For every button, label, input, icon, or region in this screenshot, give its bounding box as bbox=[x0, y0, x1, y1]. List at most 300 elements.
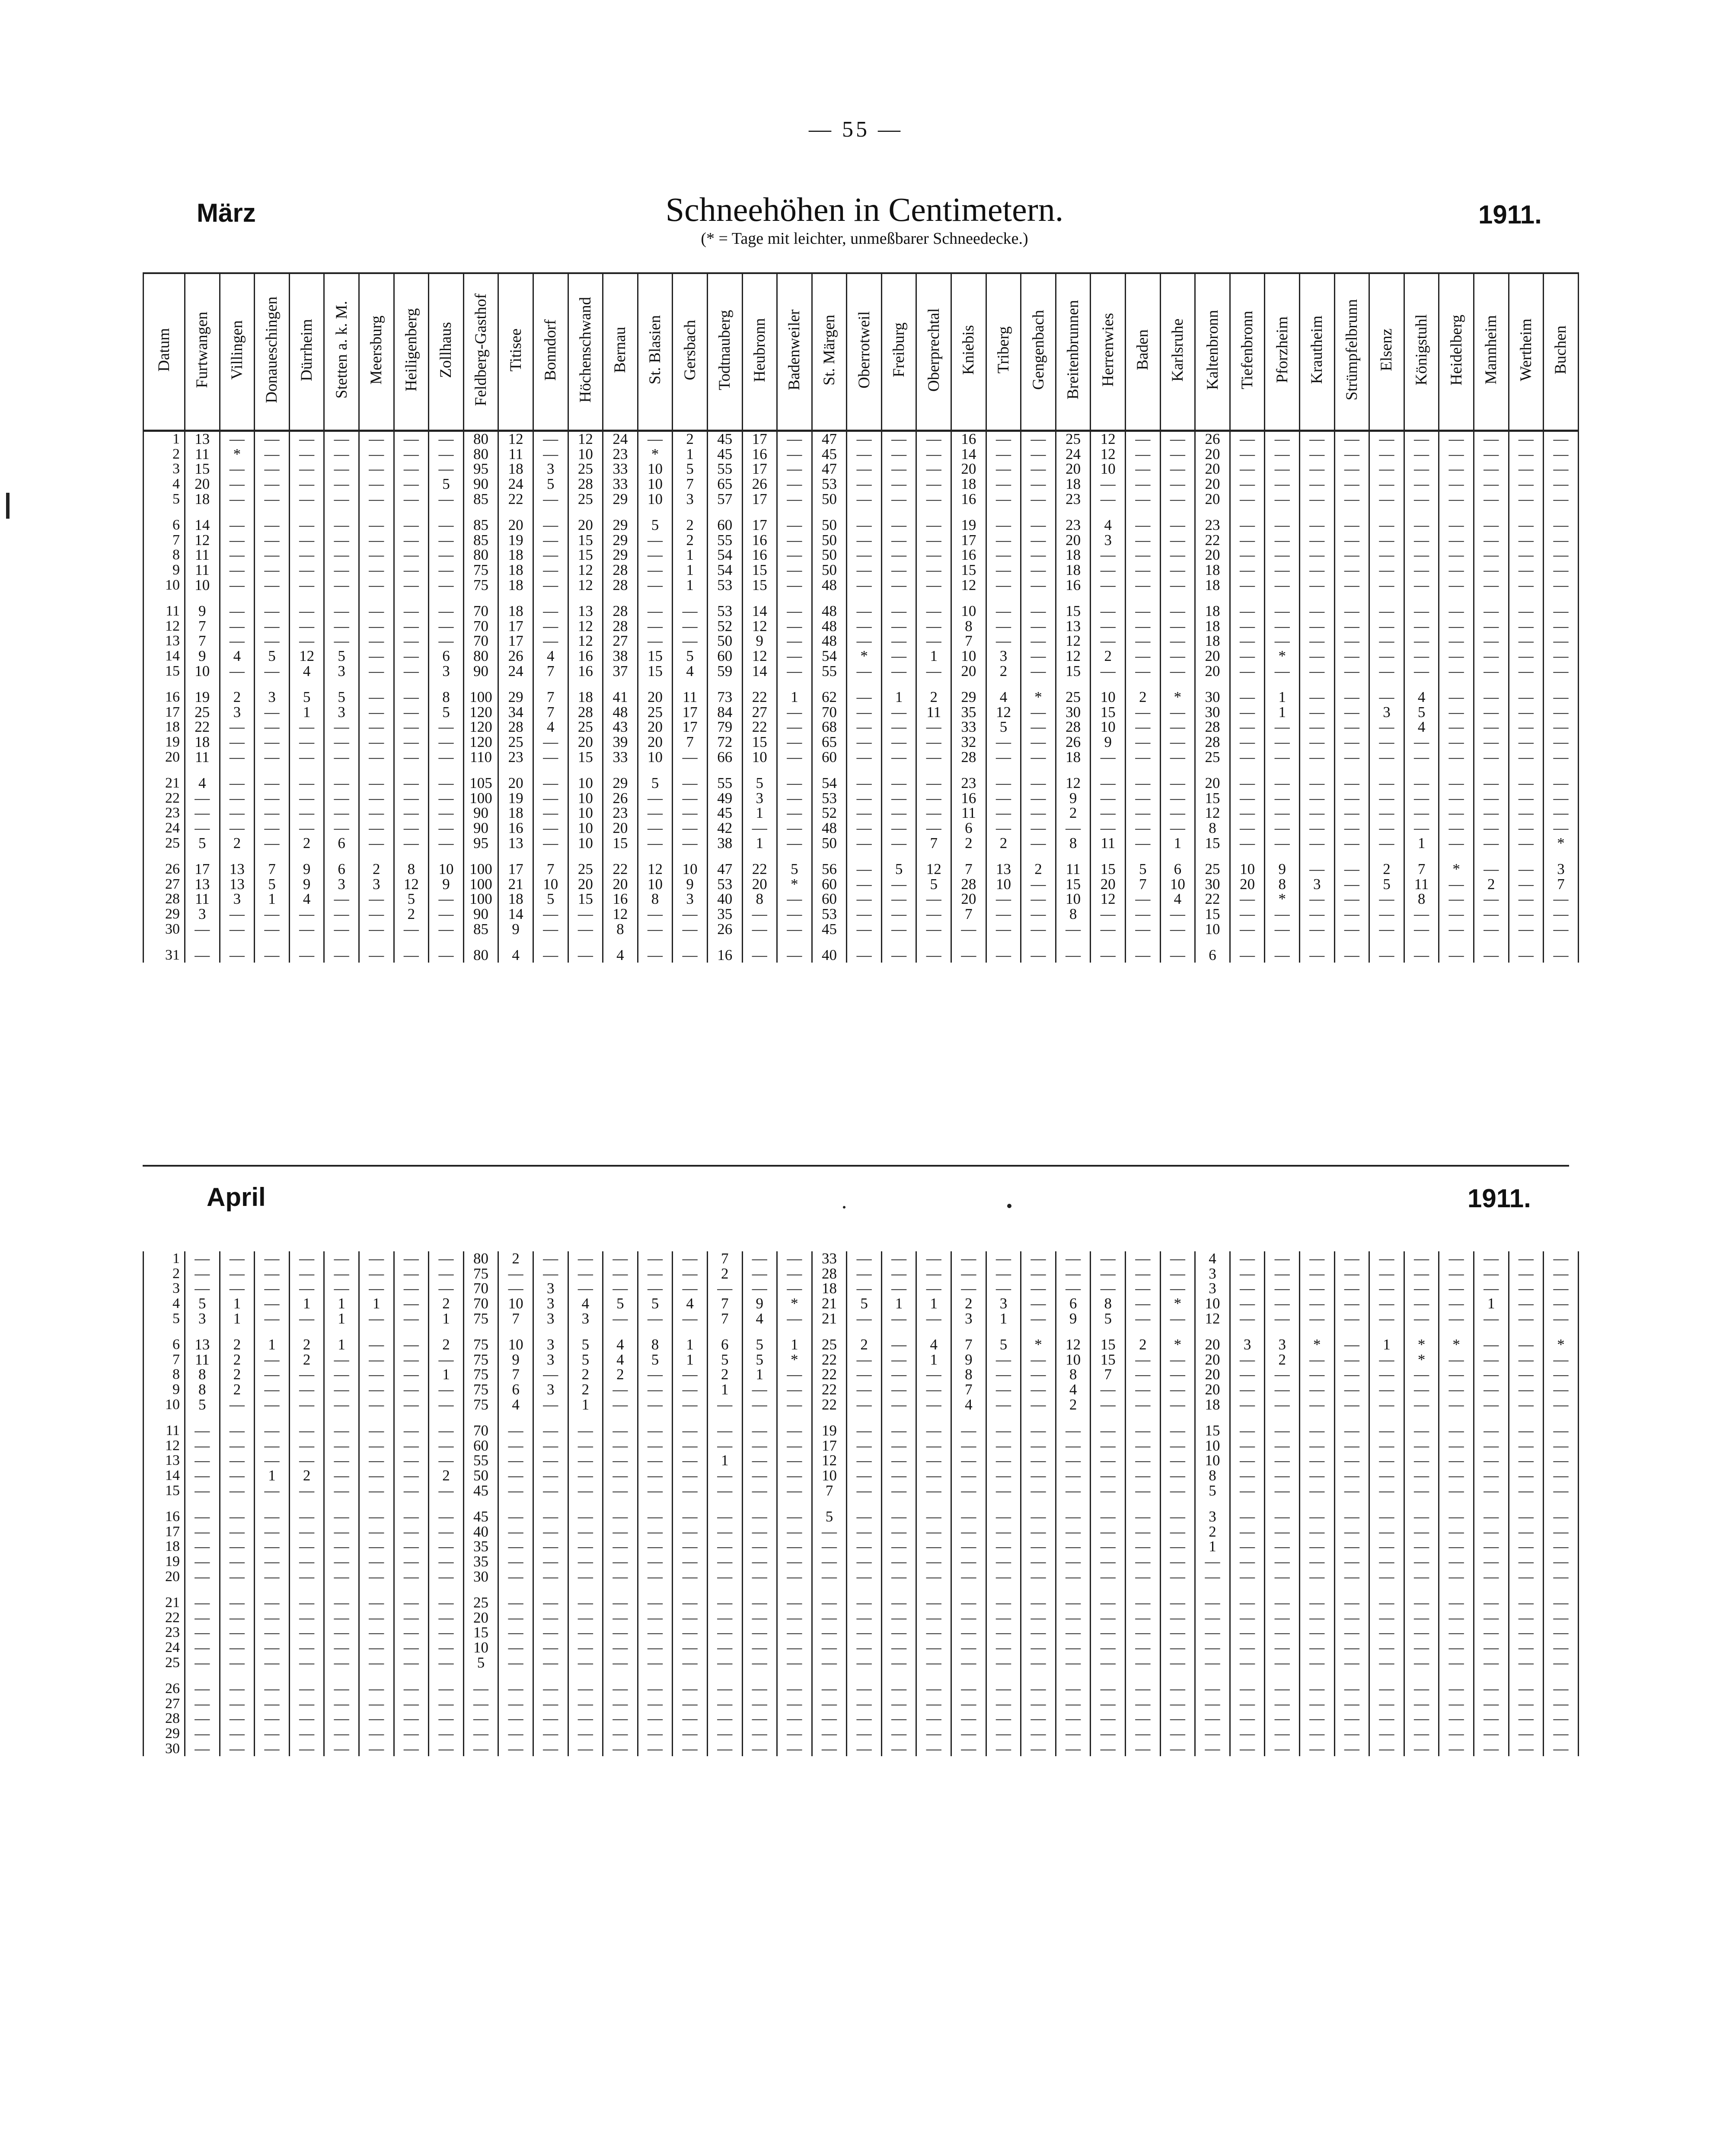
snow-depth-cell: — bbox=[1404, 1539, 1439, 1554]
snow-depth-cell: — bbox=[429, 1483, 464, 1498]
snow-depth-cell: — bbox=[1091, 1412, 1126, 1438]
snow-depth-cell: — bbox=[1021, 720, 1056, 735]
snow-depth-cell: — bbox=[220, 1525, 255, 1540]
snow-depth-cell: — bbox=[324, 477, 359, 492]
snow-depth-cell: — bbox=[1300, 663, 1335, 679]
snow-depth-cell: 5 bbox=[463, 1655, 498, 1670]
snow-depth-cell: 10 bbox=[185, 577, 220, 593]
date-cell: 30 bbox=[144, 1741, 185, 1756]
snow-depth-cell: 14 bbox=[951, 447, 986, 462]
snow-depth-cell: — bbox=[1439, 548, 1474, 563]
snow-depth-cell: 10 bbox=[1230, 851, 1265, 877]
snow-depth-cell: — bbox=[742, 1539, 777, 1554]
snow-depth-cell: — bbox=[603, 1311, 638, 1326]
snow-depth-cell: — bbox=[1230, 1640, 1265, 1655]
snow-depth-cell: — bbox=[1439, 491, 1474, 507]
snow-depth-cell: — bbox=[1404, 907, 1439, 922]
table-row bbox=[144, 679, 1579, 705]
snow-depth-cell: 7 bbox=[951, 1382, 986, 1397]
snow-depth-cell: — bbox=[185, 937, 220, 963]
snow-depth-cell: — bbox=[429, 1382, 464, 1397]
snow-depth-cell: — bbox=[1369, 533, 1404, 548]
snow-depth-cell: 12 bbox=[568, 577, 603, 593]
snow-depth-cell: 20 bbox=[1195, 548, 1230, 563]
snow-depth-cell: — bbox=[1195, 1726, 1230, 1741]
snow-depth-cell: — bbox=[1369, 791, 1404, 806]
snow-depth-cell: — bbox=[1195, 1741, 1230, 1756]
snow-depth-cell: — bbox=[394, 577, 429, 593]
snow-depth-cell: — bbox=[1126, 1610, 1161, 1625]
column-header-station bbox=[1126, 273, 1161, 431]
snow-depth-cell: — bbox=[1439, 533, 1474, 548]
snow-depth-cell: — bbox=[1265, 1453, 1300, 1468]
snow-depth-cell: — bbox=[1126, 619, 1161, 634]
snow-depth-cell: — bbox=[289, 507, 324, 533]
snow-depth-cell: — bbox=[1369, 937, 1404, 963]
snow-depth-cell: 48 bbox=[812, 577, 847, 593]
snow-depth-cell: — bbox=[289, 1640, 324, 1655]
snow-depth-cell: — bbox=[533, 1251, 568, 1266]
snow-depth-cell: 24 bbox=[603, 431, 638, 447]
snow-depth-cell: 53 bbox=[707, 877, 742, 892]
snow-depth-cell: — bbox=[986, 937, 1021, 963]
column-header-station bbox=[463, 273, 498, 431]
snow-depth-cell: — bbox=[324, 720, 359, 735]
snow-depth-cell: — bbox=[255, 1483, 290, 1498]
snow-depth-cell: — bbox=[638, 1382, 673, 1397]
snow-depth-cell: 20 bbox=[463, 1610, 498, 1625]
table-row bbox=[144, 765, 1579, 791]
snow-depth-cell: — bbox=[1509, 577, 1544, 593]
snow-depth-cell: 1 bbox=[1404, 836, 1439, 851]
snow-depth-cell: — bbox=[220, 619, 255, 634]
snow-depth-cell: — bbox=[289, 1483, 324, 1498]
snow-depth-cell: — bbox=[673, 821, 708, 836]
snow-depth-cell: — bbox=[1195, 1584, 1230, 1611]
snow-depth-cell: 1 bbox=[986, 1311, 1021, 1326]
snow-depth-cell: — bbox=[742, 1525, 777, 1540]
snow-depth-cell: — bbox=[916, 1251, 951, 1266]
snow-depth-cell: — bbox=[1091, 1468, 1126, 1483]
snow-depth-cell: — bbox=[1126, 1498, 1161, 1525]
date-cell: 21 bbox=[144, 765, 185, 791]
snow-depth-cell: 50 bbox=[463, 1468, 498, 1483]
snow-depth-cell: — bbox=[1334, 649, 1369, 664]
snow-depth-cell: — bbox=[1369, 892, 1404, 907]
snow-depth-cell: — bbox=[812, 1741, 847, 1756]
snow-depth-cell: — bbox=[951, 1554, 986, 1569]
snow-depth-cell: — bbox=[1334, 720, 1369, 735]
snow-depth-cell: — bbox=[1126, 577, 1161, 593]
snow-depth-cell: — bbox=[1334, 507, 1369, 533]
snow-depth-cell: — bbox=[185, 1251, 220, 1266]
snow-depth-cell: — bbox=[881, 431, 916, 447]
snow-depth-cell: — bbox=[1334, 634, 1369, 649]
snow-depth-cell: — bbox=[324, 791, 359, 806]
snow-depth-cell: 2 bbox=[568, 1382, 603, 1397]
snow-depth-cell: 19 bbox=[498, 533, 533, 548]
snow-depth-cell: — bbox=[1544, 821, 1579, 836]
snow-depth-cell: 2 bbox=[951, 1296, 986, 1311]
snow-depth-cell: — bbox=[1509, 877, 1544, 892]
snow-depth-cell: — bbox=[1230, 1367, 1265, 1382]
snow-depth-cell: — bbox=[951, 1640, 986, 1655]
snow-depth-cell: 80 bbox=[463, 447, 498, 462]
snow-depth-cell: — bbox=[1126, 563, 1161, 578]
snow-depth-cell: — bbox=[1126, 649, 1161, 664]
snow-depth-cell: — bbox=[1404, 1525, 1439, 1540]
snow-depth-cell: — bbox=[255, 1311, 290, 1326]
snow-depth-cell: — bbox=[289, 548, 324, 563]
snow-depth-cell: 9 bbox=[742, 634, 777, 649]
snow-depth-cell: — bbox=[916, 462, 951, 477]
snow-depth-cell: — bbox=[289, 462, 324, 477]
snow-depth-cell: — bbox=[916, 791, 951, 806]
snow-depth-cell: 53 bbox=[707, 577, 742, 593]
station-name: Titisee bbox=[507, 328, 525, 372]
snow-depth-cell: — bbox=[324, 806, 359, 821]
snow-depth-cell: — bbox=[359, 922, 394, 937]
snow-depth-cell: — bbox=[533, 821, 568, 836]
snow-depth-cell: 15 bbox=[568, 892, 603, 907]
snow-depth-cell: 1 bbox=[220, 1311, 255, 1326]
snow-depth-cell: 40 bbox=[812, 937, 847, 963]
snow-depth-cell: — bbox=[1021, 892, 1056, 907]
snow-depth-cell: 4 bbox=[916, 1326, 951, 1352]
snow-depth-cell: — bbox=[986, 1696, 1021, 1711]
snow-depth-cell: — bbox=[847, 922, 882, 937]
column-header-station bbox=[1265, 273, 1300, 431]
snow-depth-cell: 2 bbox=[986, 836, 1021, 851]
column-header-station bbox=[603, 273, 638, 431]
snow-depth-cell: — bbox=[359, 491, 394, 507]
snow-depth-cell: — bbox=[1300, 892, 1335, 907]
snow-depth-cell: — bbox=[394, 1438, 429, 1454]
snow-depth-cell: — bbox=[1091, 491, 1126, 507]
snow-depth-cell: — bbox=[1126, 1397, 1161, 1412]
snow-depth-cell: — bbox=[742, 1382, 777, 1397]
snow-depth-cell: — bbox=[1404, 1625, 1439, 1640]
snow-depth-cell: — bbox=[1021, 548, 1056, 563]
snow-depth-cell: 7 bbox=[707, 1311, 742, 1326]
date-cell: 13 bbox=[144, 1453, 185, 1468]
snow-depth-cell: — bbox=[289, 634, 324, 649]
snow-depth-cell: — bbox=[359, 1640, 394, 1655]
snow-depth-cell: — bbox=[568, 1584, 603, 1611]
snow-depth-cell: — bbox=[1509, 1584, 1544, 1611]
snow-depth-cell: — bbox=[1544, 477, 1579, 492]
snow-depth-cell: — bbox=[847, 1412, 882, 1438]
snow-depth-cell: — bbox=[777, 593, 812, 619]
snow-depth-cell: — bbox=[1509, 1696, 1544, 1711]
snow-depth-cell: — bbox=[1230, 821, 1265, 836]
snow-depth-cell: — bbox=[638, 821, 673, 836]
snow-depth-cell: — bbox=[289, 1525, 324, 1540]
snow-depth-cell: — bbox=[394, 1397, 429, 1412]
snow-depth-cell: 28 bbox=[568, 477, 603, 492]
snow-depth-cell: 3 bbox=[533, 462, 568, 477]
snow-depth-cell: — bbox=[533, 1569, 568, 1584]
snow-depth-cell: 30 bbox=[1056, 705, 1091, 720]
snow-depth-cell: — bbox=[533, 1438, 568, 1454]
snow-depth-cell: — bbox=[1126, 1266, 1161, 1282]
snow-depth-cell: — bbox=[1404, 548, 1439, 563]
snow-depth-cell: 5 bbox=[603, 1296, 638, 1311]
snow-depth-cell: 80 bbox=[463, 548, 498, 563]
snow-depth-cell: — bbox=[707, 1569, 742, 1584]
snow-depth-cell: — bbox=[359, 1397, 394, 1412]
snow-depth-cell: — bbox=[1439, 1711, 1474, 1726]
table-row bbox=[144, 907, 1579, 922]
column-header-station bbox=[1369, 273, 1404, 431]
snow-depth-cell: — bbox=[1265, 1569, 1300, 1584]
snow-depth-cell: — bbox=[1334, 735, 1369, 750]
snow-depth-cell: — bbox=[1439, 705, 1474, 720]
snow-depth-cell: — bbox=[359, 836, 394, 851]
snow-depth-cell: 18 bbox=[568, 679, 603, 705]
snow-depth-cell: — bbox=[1056, 1610, 1091, 1625]
snow-depth-cell: — bbox=[1160, 1610, 1195, 1625]
snow-depth-cell: — bbox=[1369, 1525, 1404, 1540]
snow-depth-cell: — bbox=[1474, 1539, 1509, 1554]
snow-depth-cell: — bbox=[1509, 1296, 1544, 1311]
snow-depth-cell: — bbox=[394, 1640, 429, 1655]
snow-depth-cell: 22 bbox=[812, 1397, 847, 1412]
table-row bbox=[144, 1266, 1579, 1282]
snow-depth-cell: — bbox=[742, 1468, 777, 1483]
snow-depth-cell: — bbox=[1404, 1670, 1439, 1697]
snow-depth-cell: — bbox=[533, 1453, 568, 1468]
snow-depth-cell: 3 bbox=[1195, 1498, 1230, 1525]
snow-depth-cell: — bbox=[812, 1655, 847, 1670]
snow-depth-cell: — bbox=[255, 1726, 290, 1741]
snow-depth-cell: — bbox=[255, 634, 290, 649]
snow-depth-cell: 10 bbox=[1056, 1352, 1091, 1368]
snow-depth-cell: — bbox=[1056, 1670, 1091, 1697]
snow-depth-cell: — bbox=[324, 1498, 359, 1525]
snow-depth-cell: 28 bbox=[951, 749, 986, 765]
snow-depth-cell: — bbox=[1369, 1640, 1404, 1655]
snow-depth-cell: — bbox=[289, 922, 324, 937]
snow-depth-cell: 15 bbox=[951, 563, 986, 578]
snow-depth-cell: — bbox=[603, 1584, 638, 1611]
snow-depth-cell: 12 bbox=[1056, 634, 1091, 649]
snow-depth-cell: — bbox=[847, 548, 882, 563]
snow-depth-cell: — bbox=[1091, 577, 1126, 593]
snow-depth-cell: — bbox=[1439, 619, 1474, 634]
snow-depth-cell: — bbox=[533, 1412, 568, 1438]
snow-depth-cell: — bbox=[986, 1352, 1021, 1368]
snow-depth-cell: — bbox=[289, 1266, 324, 1282]
snow-depth-cell: — bbox=[255, 1438, 290, 1454]
snow-depth-cell: 20 bbox=[951, 462, 986, 477]
snow-depth-cell: — bbox=[1404, 1640, 1439, 1655]
snow-depth-cell: — bbox=[881, 1468, 916, 1483]
snow-depth-cell: — bbox=[394, 1554, 429, 1569]
snow-depth-cell: 6 bbox=[324, 836, 359, 851]
snow-depth-cell: — bbox=[1126, 491, 1161, 507]
snow-depth-cell: — bbox=[533, 907, 568, 922]
snow-depth-cell: — bbox=[986, 593, 1021, 619]
snow-depth-cell: — bbox=[881, 1711, 916, 1726]
station-name: Buchen bbox=[1552, 325, 1570, 375]
snow-depth-cell: — bbox=[359, 1726, 394, 1741]
snow-depth-cell: — bbox=[1056, 1554, 1091, 1569]
snow-depth-cell: — bbox=[1509, 1382, 1544, 1397]
snow-depth-cell: — bbox=[847, 1554, 882, 1569]
snow-depth-cell: — bbox=[394, 1296, 429, 1311]
snow-depth-cell: — bbox=[881, 1412, 916, 1438]
date-cell: 17 bbox=[144, 1525, 185, 1540]
snow-depth-cell: — bbox=[1509, 749, 1544, 765]
snow-depth-cell: 17 bbox=[742, 431, 777, 447]
snow-depth-cell: — bbox=[1126, 533, 1161, 548]
snow-depth-cell: — bbox=[220, 720, 255, 735]
snow-depth-cell: — bbox=[394, 634, 429, 649]
snow-depth-cell: — bbox=[1230, 1696, 1265, 1711]
snow-depth-cell: — bbox=[394, 922, 429, 937]
snow-depth-cell: — bbox=[324, 1670, 359, 1697]
column-header-station bbox=[429, 273, 464, 431]
snow-depth-cell: — bbox=[429, 1352, 464, 1368]
snow-depth-cell: — bbox=[1230, 1453, 1265, 1468]
snow-depth-cell: 5 bbox=[289, 679, 324, 705]
snow-depth-cell: 100 bbox=[463, 851, 498, 877]
snow-depth-cell: 70 bbox=[463, 1281, 498, 1296]
snow-depth-cell: — bbox=[1474, 1711, 1509, 1726]
snow-depth-cell: — bbox=[951, 1412, 986, 1438]
snow-depth-cell: — bbox=[1195, 1625, 1230, 1640]
snow-depth-cell: 7 bbox=[951, 907, 986, 922]
snow-depth-cell: — bbox=[1126, 1296, 1161, 1311]
snow-depth-cell: — bbox=[986, 1711, 1021, 1726]
snow-depth-cell: 18 bbox=[498, 548, 533, 563]
snow-depth-cell: — bbox=[1404, 1468, 1439, 1483]
snow-depth-cell: — bbox=[568, 1625, 603, 1640]
column-header-station bbox=[1509, 273, 1544, 431]
snow-depth-cell: — bbox=[1300, 1397, 1335, 1412]
station-name: Gengenbach bbox=[1029, 310, 1047, 390]
snow-depth-cell: — bbox=[1230, 563, 1265, 578]
snow-depth-cell: 9 bbox=[185, 649, 220, 664]
snow-depth-cell: — bbox=[916, 765, 951, 791]
station-name: Stetten a. k. M. bbox=[332, 301, 351, 399]
snow-depth-cell: — bbox=[847, 1640, 882, 1655]
snow-depth-cell: — bbox=[220, 1711, 255, 1726]
snow-depth-cell: — bbox=[1509, 1412, 1544, 1438]
snow-depth-cell: 17 bbox=[185, 851, 220, 877]
snow-depth-cell: 15 bbox=[568, 548, 603, 563]
snow-depth-cell: — bbox=[394, 1741, 429, 1756]
date-cell: 6 bbox=[144, 507, 185, 533]
snow-depth-cell: — bbox=[1126, 806, 1161, 821]
snow-depth-cell: — bbox=[673, 1726, 708, 1741]
snow-depth-cell: — bbox=[1300, 1539, 1335, 1554]
snow-depth-cell: — bbox=[1369, 1367, 1404, 1382]
snow-depth-cell: — bbox=[638, 1412, 673, 1438]
snow-depth-cell: 1 bbox=[916, 1296, 951, 1311]
snow-depth-cell: — bbox=[847, 735, 882, 750]
snow-depth-cell: — bbox=[324, 1711, 359, 1726]
snow-depth-cell: 29 bbox=[603, 765, 638, 791]
snow-depth-cell: — bbox=[1056, 1696, 1091, 1711]
snow-depth-cell: — bbox=[1091, 806, 1126, 821]
snow-depth-cell: — bbox=[707, 1584, 742, 1611]
snow-depth-cell: 12 bbox=[603, 907, 638, 922]
snow-depth-cell: 3 bbox=[673, 892, 708, 907]
snow-depth-cell: — bbox=[916, 1569, 951, 1584]
snow-depth-cell: — bbox=[324, 1525, 359, 1540]
snow-depth-cell: — bbox=[777, 749, 812, 765]
snow-depth-cell: — bbox=[951, 1711, 986, 1726]
snow-depth-cell: — bbox=[533, 447, 568, 462]
snow-depth-cell: — bbox=[986, 1539, 1021, 1554]
snow-depth-cell: — bbox=[1369, 821, 1404, 836]
snow-depth-cell: 3 bbox=[951, 1311, 986, 1326]
snow-depth-cell: — bbox=[359, 705, 394, 720]
snow-depth-cell: — bbox=[1021, 836, 1056, 851]
snow-depth-cell: — bbox=[1091, 1498, 1126, 1525]
snow-depth-cell: 5 bbox=[394, 892, 429, 907]
snow-depth-cell: 11 bbox=[1404, 877, 1439, 892]
snow-depth-cell: — bbox=[1160, 1625, 1195, 1640]
snow-depth-cell: — bbox=[1056, 1266, 1091, 1282]
snow-depth-cell: — bbox=[1230, 548, 1265, 563]
snow-depth-cell: 8 bbox=[951, 1367, 986, 1382]
snow-depth-cell: 2 bbox=[673, 533, 708, 548]
snow-depth-cell: — bbox=[638, 1554, 673, 1569]
snow-depth-cell: — bbox=[1126, 548, 1161, 563]
snow-depth-cell: * bbox=[1544, 836, 1579, 851]
snow-depth-cell: 5 bbox=[1404, 705, 1439, 720]
snow-depth-cell: — bbox=[429, 1726, 464, 1741]
snow-depth-cell: — bbox=[1160, 649, 1195, 664]
snow-depth-cell: — bbox=[324, 462, 359, 477]
snow-depth-cell: — bbox=[1544, 1741, 1579, 1756]
snow-depth-cell: 1 bbox=[1369, 1326, 1404, 1352]
snow-depth-cell: 10 bbox=[951, 649, 986, 664]
snow-depth-cell: 75 bbox=[463, 563, 498, 578]
snow-depth-cell: — bbox=[1091, 593, 1126, 619]
snow-depth-cell: — bbox=[847, 462, 882, 477]
snow-depth-cell: — bbox=[1126, 1696, 1161, 1711]
snow-depth-cell: — bbox=[220, 1610, 255, 1625]
snow-depth-cell: — bbox=[1265, 749, 1300, 765]
snow-depth-cell: — bbox=[1439, 1569, 1474, 1584]
snow-depth-cell: — bbox=[1334, 922, 1369, 937]
snow-depth-cell: — bbox=[533, 836, 568, 851]
snow-depth-cell: — bbox=[1369, 1412, 1404, 1438]
snow-depth-cell: — bbox=[1509, 548, 1544, 563]
snow-depth-cell: — bbox=[916, 1281, 951, 1296]
date-cell: 26 bbox=[144, 1670, 185, 1697]
snow-depth-cell: * bbox=[847, 649, 882, 664]
snow-depth-cell: 25 bbox=[463, 1584, 498, 1611]
snow-depth-cell: 23 bbox=[603, 806, 638, 821]
snow-depth-cell: — bbox=[185, 1453, 220, 1468]
snow-depth-cell: — bbox=[1300, 1711, 1335, 1726]
table-row bbox=[144, 663, 1579, 679]
snow-depth-cell: — bbox=[777, 720, 812, 735]
snow-depth-cell: — bbox=[1474, 1468, 1509, 1483]
snow-depth-cell: — bbox=[1265, 1438, 1300, 1454]
snow-depth-cell: 1 bbox=[673, 447, 708, 462]
snow-depth-cell: — bbox=[1474, 563, 1509, 578]
snow-depth-cell: — bbox=[1056, 1640, 1091, 1655]
snow-depth-cell: — bbox=[498, 1483, 533, 1498]
snow-depth-cell: — bbox=[568, 1483, 603, 1498]
snow-depth-cell: — bbox=[289, 1726, 324, 1741]
